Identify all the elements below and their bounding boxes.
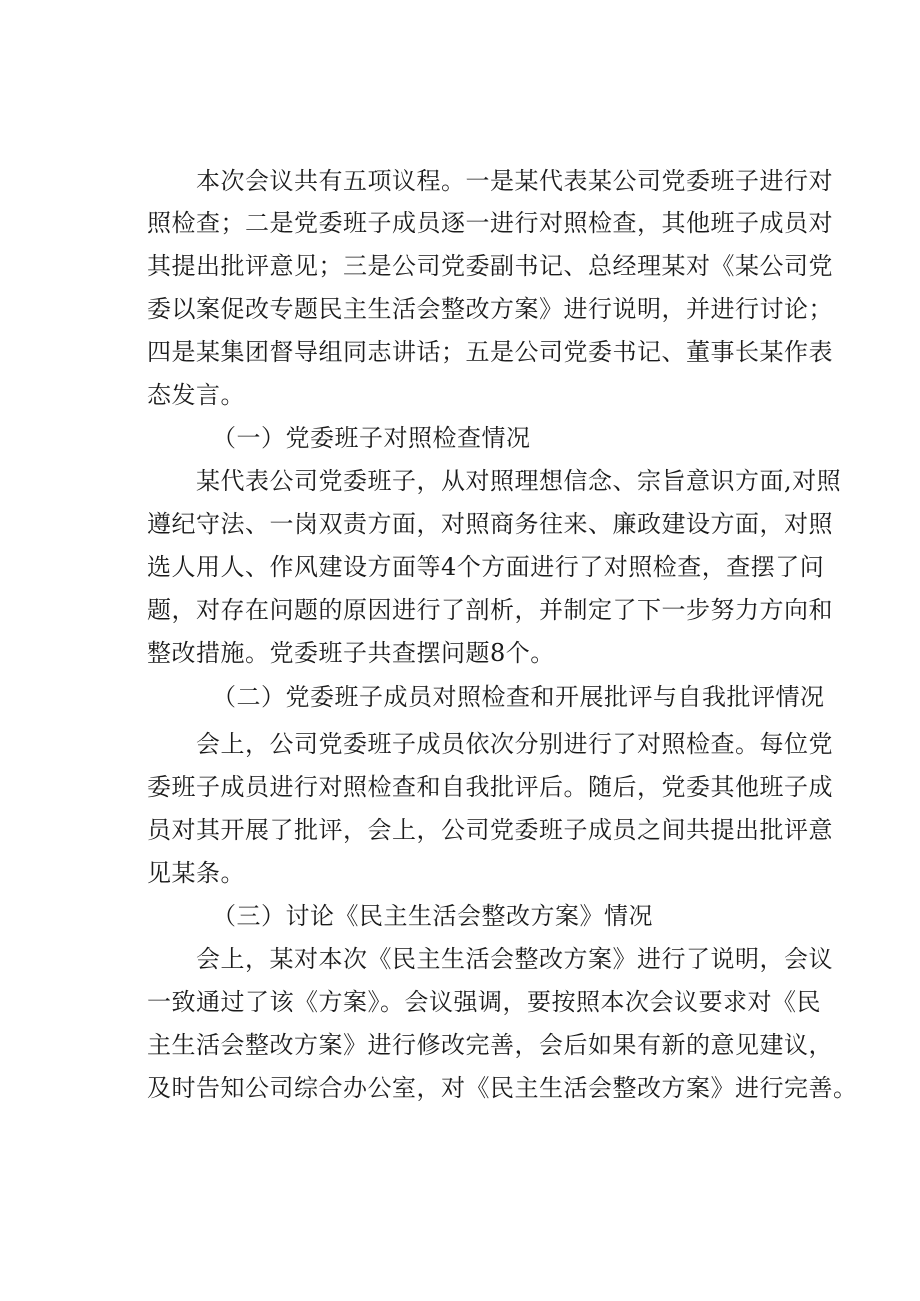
section-2-heading: （二）党委班子成员对照检查和开展批评与自我批评情况 <box>212 683 825 711</box>
section-2-line-4: 见某条。 <box>147 859 245 887</box>
section-3-line-4: 及时告知公司综合办公室，对《民主生活会整改方案》进行完善。 <box>147 1074 858 1102</box>
intro-line-1: 本次会议共有五项议程。一是某代表某公司党委班子进行对 <box>196 167 833 195</box>
section-1-line-3: 选人用人、作风建设方面等4个方面进行了对照检查，查摆了问 <box>147 553 825 581</box>
section-1-heading: （一）党委班子对照检查情况 <box>212 424 531 452</box>
intro-line-6: 态发言。 <box>147 381 245 409</box>
section-1-line-4: 题，对存在问题的原因进行了剖析，并制定了下一步努力方向和 <box>147 596 833 624</box>
section-2-line-3: 员对其开展了批评，会上，公司党委班子成员之间共提出批评意 <box>147 816 833 844</box>
section-2-line-2: 委班子成员进行对照检查和自我批评后。随后，党委其他班子成 <box>147 773 833 801</box>
intro-line-2: 照检查；二是党委班子成员逐一进行对照检查，其他班子成员对 <box>147 209 833 237</box>
section-3-heading: （三）讨论《民主生活会整改方案》情况 <box>212 902 653 930</box>
intro-line-3: 其提出批评意见；三是公司党委副书记、总经理某对《某公司党 <box>147 252 833 280</box>
intro-line-4: 委以案促改专题民主生活会整改方案》进行说明，并进行讨论； <box>147 295 833 323</box>
section-3-line-3: 主生活会整改方案》进行修改完善，会后如果有新的意见建议， <box>147 1031 833 1059</box>
section-3-line-1: 会上，某对本次《民主生活会整改方案》进行了说明，会议 <box>196 945 833 973</box>
section-1-line-1: 某代表公司党委班子，从对照理想信念、宗旨意识方面,对照 <box>196 467 842 495</box>
intro-line-5: 四是某集团督导组同志讲话；五是公司党委书记、董事长某作表 <box>147 338 833 366</box>
section-1-line-5: 整改措施。党委班子共查摆问题8个。 <box>147 639 555 667</box>
section-2-line-1: 会上，公司党委班子成员依次分别进行了对照检查。每位党 <box>196 730 833 758</box>
section-3-line-2: 一致通过了该《方案》。会议强调，要按照本次会议要求对《民 <box>147 988 821 1016</box>
section-1-line-2: 遵纪守法、一岗双责方面，对照商务往来、廉政建设方面，对照 <box>147 510 833 538</box>
